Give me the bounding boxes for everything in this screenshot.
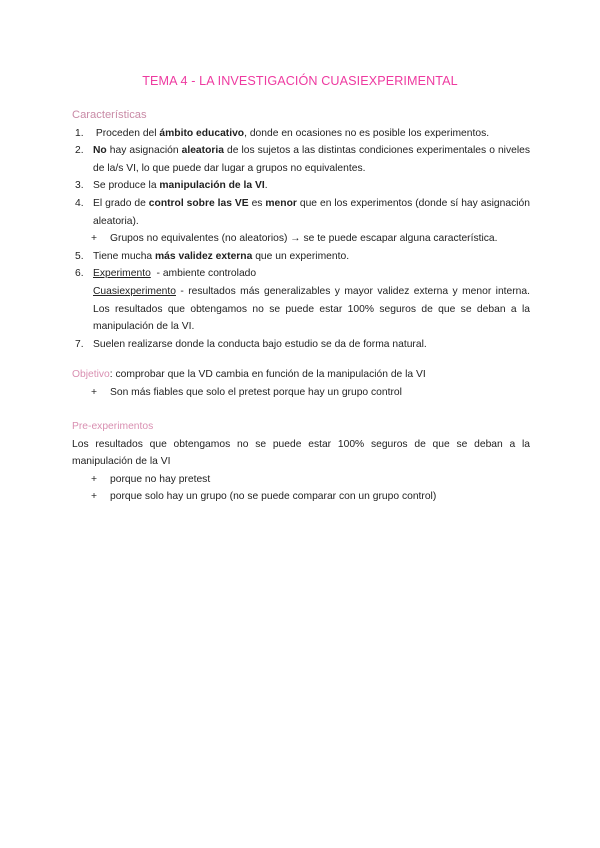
- list-item: 7. Suelen realizarse donde la conducta bajo estudio se da de forma natural.: [75, 338, 427, 350]
- caracteristicas-heading: Características: [72, 109, 147, 121]
- list-item: 1. Proceden del ámbito educativo, donde en ocasiones no es posible los experimentos.: [75, 127, 490, 139]
- plus-bullet-icon: +: [91, 386, 98, 398]
- objetivo-label: Objetivo: [72, 369, 110, 380]
- list-item: 4. El grado de control sobre las VE es menor que en los experimentos (donde sí hay asignación aleatoria).: [75, 197, 530, 227]
- objetivo-line: Objetivo: comprobar que la VD cambia en función de la manipulación de la VI: [72, 369, 426, 380]
- list-item: 6. Experimento - ambiente controlado: [75, 268, 257, 280]
- list-item: 2. No hay asignación aleatoria de los sujetos a las distintas condiciones experimentales o niveles de la/s VI, lo que puede dar lugar a grupos no equivalentes.: [75, 145, 530, 174]
- list-item: 5. Tiene mucha más validez externa que un experimento.: [75, 250, 350, 262]
- plus-bullet-icon: +: [91, 473, 98, 485]
- caracteristicas-list: [72, 125, 530, 354]
- caracteristicas-section: [72, 107, 530, 353]
- plus-bullet-icon: +: [91, 491, 98, 503]
- sub-list-item: + Grupos no equivalentes (no aleatorios) → se te puede escapar alguna característica.: [72, 230, 530, 248]
- preexperimentos-bullet: + porque no hay pretest: [72, 471, 530, 489]
- objetivo-bullet: + Son más fiables que solo el pretest porque hay un grupo control: [72, 384, 530, 402]
- page-title: TEMA 4 - LA INVESTIGACIÓN CUASIEXPERIMENTAL: [142, 74, 458, 88]
- plus-bullet-icon: +: [91, 233, 98, 245]
- preexperimentos-text: Los resultados que obtengamos no se puede estar 100% seguros de que se deban a la manipulación de la VI: [72, 438, 530, 468]
- preexperimentos-heading: Pre-experimentos: [72, 421, 154, 432]
- objetivo-section: [72, 366, 530, 401]
- list-item: 3. Se produce la manipulación de la VI.: [75, 180, 268, 192]
- preexperimentos-section: [72, 418, 530, 506]
- list-item-continuation: Cuasiexperimento - resultados más generalizables y mayor validez externa y menor interna. Los resultados que obtengamos no se puede estar 100% seguros de que se deban a la manipulación de la VI.: [93, 285, 530, 333]
- preexperimentos-bullet: + porque solo hay un grupo (no se puede comparar con un grupo control): [72, 488, 530, 506]
